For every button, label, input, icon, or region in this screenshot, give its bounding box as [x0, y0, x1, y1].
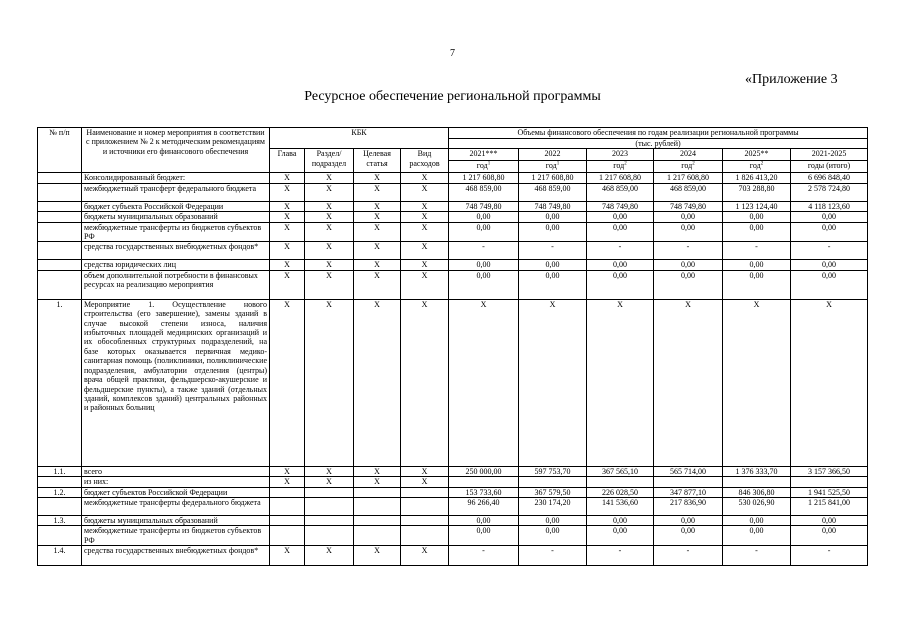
- row-number: [38, 260, 82, 270]
- header-num: № п/п: [38, 128, 82, 173]
- header-year: [654, 149, 723, 173]
- header-year-label: 2021: [469, 149, 486, 159]
- header-kbk-col: Глава: [270, 149, 305, 173]
- row-kbk-cell: Х: [305, 477, 354, 487]
- row-value-cell: 1 826 413,20: [723, 173, 791, 183]
- row-value-cell: 153 733,60: [449, 487, 519, 497]
- row-value-cell: 1 217 608,80: [449, 173, 519, 183]
- row-value-cell: 597 753,70: [519, 466, 587, 476]
- row-value-cell: Х: [654, 299, 723, 466]
- row-value-cell: -: [519, 546, 587, 566]
- header-year-label: 2025: [744, 149, 761, 159]
- row-kbk-cell: Х: [354, 242, 401, 260]
- row-value-cell: 1 215 841,00: [791, 498, 868, 516]
- row-value-cell: 0,00: [587, 516, 654, 526]
- row-kbk-cell: Х: [305, 270, 354, 299]
- row-value-cell: -: [723, 546, 791, 566]
- row-value-cell: 0,00: [791, 222, 868, 242]
- row-kbk-cell: Х: [305, 173, 354, 183]
- row-value-cell: 0,00: [449, 270, 519, 299]
- row-value-cell: 0,00: [587, 270, 654, 299]
- row-name: межбюджетные трансферты федерального бюджета: [82, 498, 270, 516]
- row-name: средства юридических лиц: [82, 260, 270, 270]
- row-value-cell: 0,00: [654, 260, 723, 270]
- row-kbk-cell: Х: [305, 242, 354, 260]
- row-value-cell: 347 877,10: [654, 487, 723, 497]
- row-value-cell: [654, 477, 723, 487]
- row-kbk-cell: Х: [270, 242, 305, 260]
- row-kbk-cell: Х: [354, 183, 401, 201]
- row-value-cell: 1 217 608,80: [519, 173, 587, 183]
- header-units: (тыс. рублей): [449, 139, 868, 149]
- row-value-cell: 468 859,00: [587, 183, 654, 201]
- row-name: бюджет субъекта Российской Федерации: [82, 201, 270, 211]
- row-number: [38, 212, 82, 222]
- row-kbk-cell: Х: [270, 546, 305, 566]
- header-year: [449, 149, 519, 173]
- row-name: бюджет субъектов Российской Федерации: [82, 487, 270, 497]
- row-kbk-cell: Х: [354, 212, 401, 222]
- table-row: [38, 183, 868, 201]
- row-kbk-cell: Х: [270, 173, 305, 183]
- row-value-cell: 226 028,50: [587, 487, 654, 497]
- table-row: [38, 498, 868, 516]
- row-value-cell: 530 026,90: [723, 498, 791, 516]
- header-year-label: 2021-2025: [811, 149, 847, 159]
- row-value-cell: 367 579,50: [519, 487, 587, 497]
- table-row: [38, 260, 868, 270]
- row-kbk-cell: [270, 498, 305, 516]
- row-value-cell: 0,00: [519, 222, 587, 242]
- header-year-footnote: 2: [692, 161, 695, 167]
- row-value-cell: 0,00: [723, 212, 791, 222]
- row-kbk-cell: Х: [354, 546, 401, 566]
- row-name: Консолидированный бюджет:: [82, 173, 270, 183]
- row-value-cell: 468 859,00: [654, 183, 723, 201]
- row-value-cell: 3 157 366,50: [791, 466, 868, 476]
- row-value-cell: [519, 477, 587, 487]
- row-number: 1.: [38, 299, 82, 466]
- row-kbk-cell: Х: [354, 260, 401, 270]
- row-value-cell: 1 941 525,50: [791, 487, 868, 497]
- row-value-cell: 0,00: [449, 526, 519, 546]
- table-row: [38, 546, 868, 566]
- header-year-sub: год: [613, 161, 625, 171]
- row-kbk-cell: Х: [270, 222, 305, 242]
- row-kbk-cell: Х: [305, 212, 354, 222]
- row-value-cell: 1 217 608,80: [587, 173, 654, 183]
- row-kbk-cell: [354, 516, 401, 526]
- row-kbk-cell: Х: [270, 212, 305, 222]
- header-kbk-col: Целевая статья: [354, 149, 401, 173]
- header-year-footnote: 2: [624, 161, 627, 167]
- row-kbk-cell: Х: [354, 477, 401, 487]
- table-row: [38, 270, 868, 299]
- table-row: [38, 526, 868, 546]
- row-kbk-cell: Х: [305, 201, 354, 211]
- row-value-cell: 0,00: [654, 212, 723, 222]
- row-name: средства государственных внебюджетных фондов*: [82, 242, 270, 260]
- row-value-cell: 0,00: [723, 270, 791, 299]
- row-number: 1.4.: [38, 546, 82, 566]
- header-year-sub: год: [545, 161, 557, 171]
- row-number: 1.3.: [38, 516, 82, 526]
- row-kbk-cell: Х: [354, 222, 401, 242]
- row-number: [38, 173, 82, 183]
- row-number: [38, 242, 82, 260]
- table-row: [38, 222, 868, 242]
- row-value-cell: 0,00: [519, 260, 587, 270]
- row-value-cell: [723, 477, 791, 487]
- header-year-mark: ***: [485, 149, 498, 159]
- row-value-cell: 0,00: [654, 526, 723, 546]
- row-value-cell: -: [519, 242, 587, 260]
- row-value-cell: -: [791, 546, 868, 566]
- header-kbk-col: Вид расходов: [401, 149, 449, 173]
- row-value-cell: 846 306,80: [723, 487, 791, 497]
- row-kbk-cell: Х: [305, 299, 354, 466]
- row-value-cell: 0,00: [449, 516, 519, 526]
- row-kbk-cell: [305, 526, 354, 546]
- header-year-footnote: 1: [487, 161, 491, 167]
- row-value-cell: 0,00: [519, 526, 587, 546]
- row-kbk-cell: Х: [270, 270, 305, 299]
- row-value-cell: Х: [519, 299, 587, 466]
- row-number: [38, 477, 82, 487]
- row-value-cell: Х: [449, 299, 519, 466]
- row-kbk-cell: Х: [305, 183, 354, 201]
- row-value-cell: -: [587, 546, 654, 566]
- header-year: [723, 149, 791, 173]
- row-value-cell: 367 565,10: [587, 466, 654, 476]
- row-kbk-cell: Х: [401, 201, 449, 211]
- row-value-cell: Х: [723, 299, 791, 466]
- row-kbk-cell: Х: [401, 260, 449, 270]
- row-name: бюджеты муниципальных образований: [82, 516, 270, 526]
- header-year: [519, 149, 587, 173]
- header-year-label: 2023: [612, 149, 629, 159]
- row-value-cell: 4 118 123,60: [791, 201, 868, 211]
- row-value-cell: 0,00: [723, 222, 791, 242]
- row-name: бюджеты муниципальных образований: [82, 212, 270, 222]
- header-kbk: КБК: [270, 128, 449, 149]
- table-row: [38, 466, 868, 476]
- row-name: межбюджетные трансферты из бюджетов субъектов РФ: [82, 526, 270, 546]
- row-value-cell: -: [654, 242, 723, 260]
- row-value-cell: [587, 477, 654, 487]
- row-value-cell: 0,00: [723, 526, 791, 546]
- row-number: [38, 201, 82, 211]
- row-kbk-cell: Х: [270, 201, 305, 211]
- header-name: Наименование и номер мероприятия в соответствии с приложением № 2 к методическим рекомендациям и источники его финансового обеспечения: [82, 128, 270, 173]
- row-value-cell: 565 714,00: [654, 466, 723, 476]
- row-kbk-cell: Х: [305, 260, 354, 270]
- header-year-sub: годы (итого): [807, 161, 851, 171]
- row-value-cell: 0,00: [723, 260, 791, 270]
- row-number: [38, 498, 82, 516]
- row-value-cell: 0,00: [519, 270, 587, 299]
- row-kbk-cell: Х: [354, 466, 401, 476]
- row-value-cell: 96 266,40: [449, 498, 519, 516]
- table-row: [38, 173, 868, 183]
- document-title: Ресурсное обеспечение региональной программы: [304, 89, 601, 104]
- header-year-footnote: 2: [760, 161, 764, 167]
- resource-table: [37, 127, 868, 566]
- table-row: [38, 299, 868, 466]
- row-kbk-cell: Х: [354, 173, 401, 183]
- row-kbk-cell: [270, 526, 305, 546]
- row-value-cell: Х: [587, 299, 654, 466]
- row-kbk-cell: [305, 498, 354, 516]
- row-value-cell: 468 859,00: [449, 183, 519, 201]
- row-number: [38, 183, 82, 201]
- header-year-sub: год: [749, 161, 761, 171]
- table-row: [38, 477, 868, 487]
- header-year-sub: год: [681, 161, 693, 171]
- row-name: межбюджетный трансферт федерального бюджета: [82, 183, 270, 201]
- row-kbk-cell: Х: [270, 477, 305, 487]
- row-value-cell: 0,00: [587, 222, 654, 242]
- header-kbk-col: Раздел/ подраздел: [305, 149, 354, 173]
- row-value-cell: 0,00: [519, 212, 587, 222]
- row-value-cell: 2 578 724,80: [791, 183, 868, 201]
- table-row: [38, 201, 868, 211]
- row-kbk-cell: Х: [270, 466, 305, 476]
- row-name: всего: [82, 466, 270, 476]
- row-value-cell: 0,00: [791, 212, 868, 222]
- row-kbk-cell: [305, 487, 354, 497]
- row-number: [38, 270, 82, 299]
- table-row: [38, 242, 868, 260]
- page-number: 7: [450, 48, 455, 59]
- row-kbk-cell: [354, 526, 401, 546]
- row-value-cell: 6 696 848,40: [791, 173, 868, 183]
- row-value-cell: 0,00: [587, 260, 654, 270]
- row-name: Мероприятие 1. Осуществление нового строительства (его завершение), замены зданий в случае высокой степени износа, наличия избыточных площадей медицинских организаций и их обособленных структурных подразделений, на базе которых оказывается первичная медико-санитарная помощь (поликлиники, поликлинические подразделения, амбулатории отделения (центры) врача общей практики, фельдшерско-акушерские и фельдшерские пункты), а также зданий (отдельных зданий, комплексов зданий) центральных районных и районных больниц: [82, 299, 270, 466]
- row-value-cell: 0,00: [791, 270, 868, 299]
- row-value-cell: 0,00: [654, 222, 723, 242]
- row-value-cell: 141 536,60: [587, 498, 654, 516]
- row-value-cell: 468 859,00: [519, 183, 587, 201]
- row-kbk-cell: [401, 498, 449, 516]
- row-value-cell: [791, 477, 868, 487]
- row-kbk-cell: Х: [401, 299, 449, 466]
- row-kbk-cell: [305, 516, 354, 526]
- row-kbk-cell: Х: [401, 466, 449, 476]
- row-kbk-cell: Х: [354, 299, 401, 466]
- row-value-cell: -: [723, 242, 791, 260]
- row-number: 1.2.: [38, 487, 82, 497]
- row-kbk-cell: Х: [354, 201, 401, 211]
- header-year-mark: **: [760, 149, 769, 159]
- row-value-cell: 0,00: [587, 526, 654, 546]
- row-number: [38, 222, 82, 242]
- row-value-cell: 748 749,80: [654, 201, 723, 211]
- row-kbk-cell: Х: [270, 299, 305, 466]
- row-kbk-cell: Х: [305, 222, 354, 242]
- row-value-cell: -: [449, 242, 519, 260]
- row-kbk-cell: [270, 487, 305, 497]
- row-kbk-cell: Х: [270, 260, 305, 270]
- row-kbk-cell: [270, 516, 305, 526]
- row-kbk-cell: [401, 487, 449, 497]
- row-value-cell: 0,00: [449, 212, 519, 222]
- row-kbk-cell: Х: [401, 477, 449, 487]
- table-row: [38, 487, 868, 497]
- row-name: объем дополнительной потребности в финансовых ресурсах на реализацию мероприятия: [82, 270, 270, 299]
- row-value-cell: 230 174,20: [519, 498, 587, 516]
- row-value-cell: 0,00: [791, 260, 868, 270]
- row-value-cell: -: [587, 242, 654, 260]
- row-value-cell: 0,00: [654, 516, 723, 526]
- row-kbk-cell: Х: [305, 466, 354, 476]
- row-value-cell: 1 376 333,70: [723, 466, 791, 476]
- row-value-cell: 748 749,80: [449, 201, 519, 211]
- row-value-cell: -: [791, 242, 868, 260]
- row-value-cell: 0,00: [723, 516, 791, 526]
- table-row: [38, 212, 868, 222]
- appendix-label: «Приложение 3: [745, 72, 838, 87]
- row-kbk-cell: Х: [401, 183, 449, 201]
- row-value-cell: 1 217 608,80: [654, 173, 723, 183]
- header-year-label: 2022: [544, 149, 561, 159]
- row-kbk-cell: Х: [401, 270, 449, 299]
- row-kbk-cell: Х: [401, 546, 449, 566]
- row-value-cell: Х: [791, 299, 868, 466]
- row-value-cell: 0,00: [791, 516, 868, 526]
- row-name: средства государственных внебюджетных фондов*: [82, 546, 270, 566]
- row-value-cell: 1 123 124,40: [723, 201, 791, 211]
- row-kbk-cell: Х: [354, 270, 401, 299]
- row-kbk-cell: Х: [305, 546, 354, 566]
- row-value-cell: 217 836,90: [654, 498, 723, 516]
- row-number: [38, 526, 82, 546]
- row-value-cell: 0,00: [449, 260, 519, 270]
- row-value-cell: [449, 477, 519, 487]
- header-year-label: 2024: [680, 149, 697, 159]
- row-value-cell: -: [449, 546, 519, 566]
- row-kbk-cell: Х: [401, 222, 449, 242]
- table-row: [38, 516, 868, 526]
- header-year-footnote: 1: [556, 161, 560, 167]
- row-value-cell: 250 000,00: [449, 466, 519, 476]
- row-name: межбюджетные трансферты из бюджетов субъектов РФ: [82, 222, 270, 242]
- row-value-cell: -: [654, 546, 723, 566]
- row-value-cell: 0,00: [449, 222, 519, 242]
- row-value-cell: 748 749,80: [519, 201, 587, 211]
- row-kbk-cell: [401, 526, 449, 546]
- row-number: 1.1.: [38, 466, 82, 476]
- row-value-cell: 748 749,80: [587, 201, 654, 211]
- row-value-cell: 0,00: [519, 516, 587, 526]
- row-value-cell: 0,00: [587, 212, 654, 222]
- row-value-cell: 0,00: [654, 270, 723, 299]
- row-value-cell: 0,00: [791, 526, 868, 546]
- row-kbk-cell: Х: [401, 173, 449, 183]
- row-kbk-cell: Х: [270, 183, 305, 201]
- header-volumes: Объемы финансового обеспечения по годам реализации региональной программы: [449, 128, 868, 139]
- row-kbk-cell: Х: [401, 242, 449, 260]
- row-kbk-cell: [401, 516, 449, 526]
- header-year-sub: год: [476, 161, 488, 171]
- row-kbk-cell: Х: [401, 212, 449, 222]
- row-kbk-cell: [354, 498, 401, 516]
- row-kbk-cell: [354, 487, 401, 497]
- header-year: [791, 149, 868, 173]
- row-value-cell: 703 288,80: [723, 183, 791, 201]
- header-year: [587, 149, 654, 173]
- row-name: из них:: [82, 477, 270, 487]
